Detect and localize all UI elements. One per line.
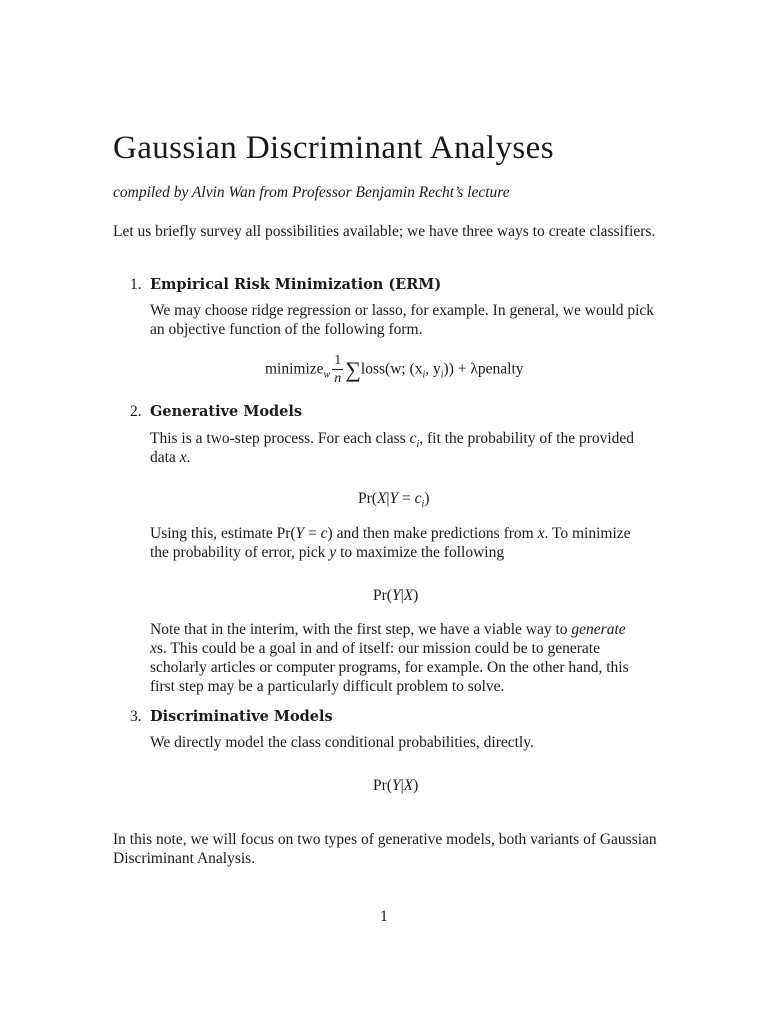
gen-equation-2: Pr(Y|X) (373, 587, 419, 604)
p2-b: ) and then make predictions from (327, 525, 538, 542)
list-number-2: 2. (130, 403, 142, 420)
p2l2-b: to maximize the following (336, 544, 505, 561)
heading-discriminative: Discriminative Models (150, 708, 333, 725)
note-em: generate (571, 621, 626, 638)
note-a: Note that in the interim, with the first step, we have a viable way to (150, 621, 572, 638)
gen-sub-i: i (416, 439, 420, 451)
heading-erm: Empirical Risk Minimization (ERM) (150, 276, 442, 293)
eq3-X: X (403, 777, 414, 794)
gen-line-2-b: . (186, 449, 191, 466)
eq3-Y: Y (391, 777, 401, 794)
conclusion-line-1: In this note, we will focus on two types of generative models, both variants of Gaussian (113, 831, 657, 848)
eq-sum-symbol: ∑ (345, 357, 361, 382)
eq1-sub-i: i (421, 499, 425, 511)
gen-var-c: c (409, 430, 417, 447)
p2-Y: Y (295, 525, 305, 542)
gen-line-1-a: This is a two-step process. For each class (150, 430, 410, 447)
disc-equation: Pr(Y|X) (373, 777, 419, 794)
page-title: Gaussian Discriminant Analyses (113, 130, 554, 166)
erm-line-1: We may choose ridge regression or lasso, for example. In general, we would pick (150, 302, 655, 319)
erm-line-2: an objective function of the following form. (150, 321, 423, 338)
p2l2-a: the probability of error, pick (150, 544, 330, 561)
note-line-3: scholarly articles or computer programs, for example. On the other hand, this (150, 659, 629, 676)
eq1-equals: = (398, 490, 415, 507)
eq-sub-i: i (422, 369, 426, 381)
eq1-Y: Y (389, 490, 399, 507)
p2-eq: = (304, 525, 321, 542)
heading-generative: Generative Models (150, 403, 303, 420)
eq2-X: X (403, 587, 414, 604)
list-number-3: 3. (130, 708, 142, 725)
disc-line-1: We directly model the class conditional probabilities, directly. (150, 734, 534, 751)
note-b: s. This could be a goal in and of itself: our mission could be to generate (156, 640, 600, 657)
p2-a: Using this, estimate Pr( (150, 525, 296, 542)
gen-p2-line-2 (150, 543, 504, 562)
eq1-X: X (376, 490, 387, 507)
conclusion-line-2: Discriminant Analysis. (113, 850, 256, 867)
gen-var-x: x (179, 449, 187, 466)
p2-c: c (320, 525, 328, 542)
author-subtitle: compiled by Alvin Wan from Professor Benjamin Recht’s lecture (113, 184, 510, 201)
gen-line-2-a: data (150, 449, 180, 466)
eq1-bar: | (386, 490, 390, 507)
eq-frac-denominator: n (334, 371, 342, 386)
eq-penalty: )) + λpenalty (443, 360, 524, 378)
eq-comma-y: , y (425, 360, 441, 378)
intro-paragraph: Let us briefly survey all possibilities available; we have three ways to create classifiers. (113, 223, 656, 240)
eq2-Y: Y (391, 587, 401, 604)
eq1-pr: Pr( (358, 490, 377, 507)
eq-sub-w: w (323, 369, 331, 381)
note-line-4: first step may be a particularly difficult problem to solve. (150, 678, 505, 695)
eq-loss: loss(w; (x (360, 360, 423, 378)
gen-line-2 (150, 448, 190, 467)
list-number-1: 1. (130, 276, 142, 293)
gen-line-1 (150, 429, 634, 454)
eq-minimize: minimize (265, 360, 324, 378)
note-x: x (150, 640, 157, 657)
p2-c2: . To minimize (544, 525, 631, 542)
gen-line-1-b: , fit the probability of the provided (419, 430, 635, 447)
erm-equation (265, 354, 524, 386)
note-line-1 (150, 620, 626, 639)
p2-x: x (537, 525, 545, 542)
eq-sub-i-2: i (440, 369, 444, 381)
p2l2-y: y (329, 544, 337, 561)
gen-p2-line-1 (150, 524, 631, 543)
eq1-c: c (414, 490, 422, 507)
eq-frac-numerator: 1 (334, 353, 342, 368)
eq-fraction (332, 354, 343, 386)
gen-equation-1 (358, 490, 430, 510)
eq1-close: ) (424, 490, 430, 507)
note-line-2 (150, 639, 600, 658)
page-number: 1 (380, 908, 388, 925)
